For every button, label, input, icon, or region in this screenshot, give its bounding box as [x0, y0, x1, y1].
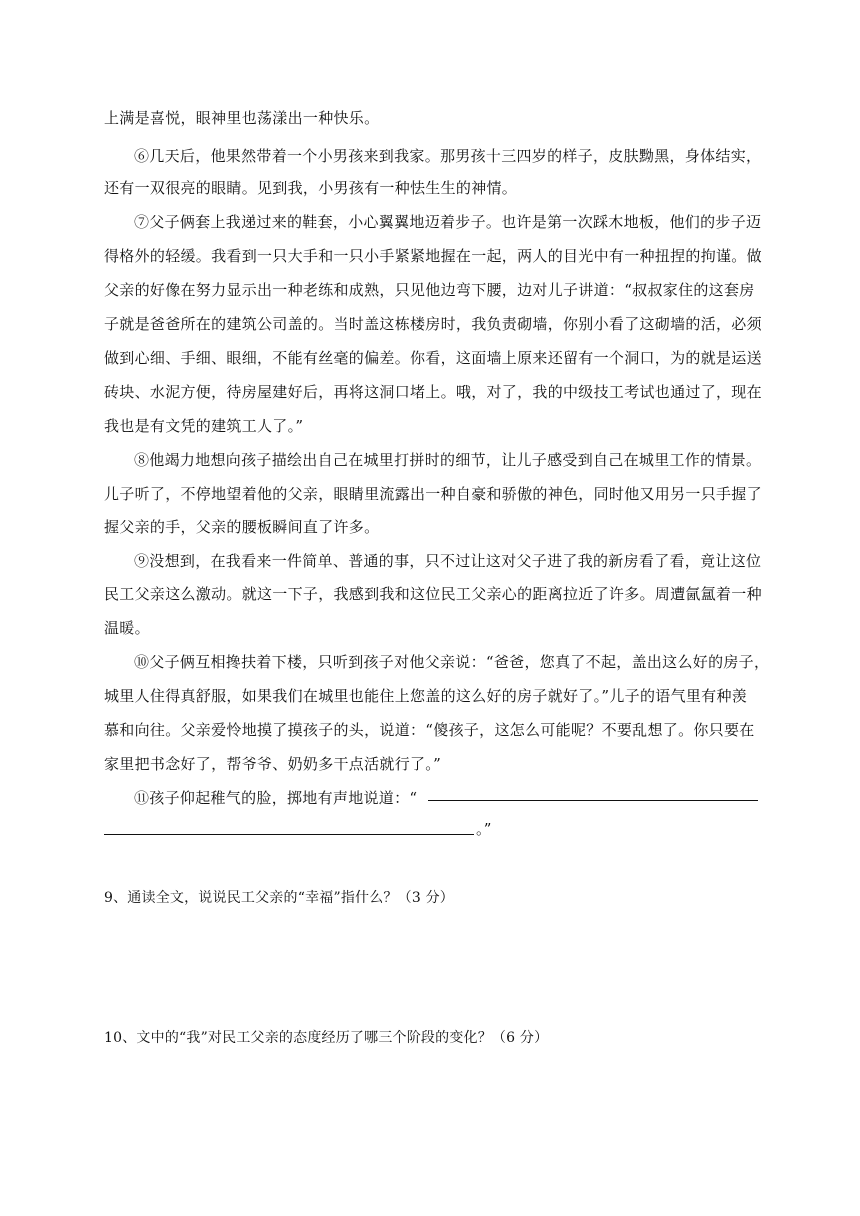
- passage-line: 子就是爸爸所在的建筑公司盖的。当时盖这栋楼房时，我负责砌墙，你别小看了这砌墙的活，必须: [104, 315, 762, 333]
- passage-line: ⑧他竭力地想向孩子描绘出自己在城里打拼时的细节，让儿子感受到自己在城里工作的情景。: [134, 451, 762, 469]
- passage-line: ⑪孩子仰起稚气的脸，掷地有声地说道：“: [134, 789, 418, 807]
- passage-line: ⑥几天后，他果然带着一个小男孩来到我家。那男孩十三四岁的样子，皮肤黝黑，身体结实，: [134, 147, 762, 165]
- passage-line: ⑩父子俩互相搀扶着下楼，只听到孩子对他父亲说：“爸爸，您真了不起，盖出这么好的房子，: [134, 653, 770, 671]
- passage-line: 还有一双很亮的眼睛。见到我，小男孩有一种怯生生的神情。: [104, 179, 518, 197]
- passage-line: ⑦父子俩套上我递过来的鞋套，小心翼翼地迈着步子。也许是第一次踩木地板，他们的步子迈: [134, 213, 762, 231]
- passage-line: 慕和向往。父亲爱怜地摸了摸孩子的头，说道：“傻孩子，这怎么可能呢？不要乱想了。你只要在: [104, 721, 755, 739]
- passage-line: 得格外的轻缓。我看到一只大手和一只小手紧紧地握在一起，两人的目光中有一种扭捏的拘谨。做: [104, 247, 762, 265]
- question-10: 10、文中的“我”对民工父亲的态度经历了哪三个阶段的变化？（6 分）: [104, 1030, 549, 1046]
- answer-blank-line[interactable]: [104, 834, 474, 835]
- passage-line: 民工父亲这么激动。就这一下子，我感到我和这位民工父亲心的距离拉近了许多。周遭氤氲着一种: [104, 585, 762, 603]
- passage-line: ⑨没想到，在我看来一件简单、普通的事，只不过让这对父子进了我的新房看了看，竟让这位: [134, 552, 762, 570]
- passage-line: 我也是有文凭的建筑工人了。”: [104, 417, 304, 435]
- passage-line: 家里把书念好了，帮爷爷、奶奶多干点活就行了。”: [104, 755, 442, 773]
- passage-line: 上满是喜悦，眼神里也荡漾出一种快乐。: [104, 109, 380, 127]
- answer-blank-line[interactable]: [428, 800, 758, 801]
- passage-line: 做到心细、手细、眼细，不能有丝毫的偏差。你看，这面墙上原来还留有一个洞口，为的就是运送: [104, 349, 762, 367]
- passage-line: 握父亲的手，父亲的腰板瞬间直了许多。: [104, 518, 380, 536]
- passage-line: 父亲的好像在努力显示出一种老练和成熟，只见他边弯下腰，边对儿子讲道：“叔叔家住的这套房: [104, 281, 755, 299]
- passage-line: 城里人住得真舒服，如果我们在城里也能住上您盖的这么好的房子就好了。”儿子的语气里有种羡: [104, 687, 748, 705]
- passage-line: 温暖。: [104, 619, 150, 637]
- passage-line: 。”: [476, 820, 492, 838]
- question-9: 9、通读全文，说说民工父亲的“幸福”指什么？（3 分）: [104, 890, 454, 906]
- passage-line: 儿子听了，不停地望着他的父亲，眼睛里流露出一种自豪和骄傲的神色，同时他又用另一只手握了: [104, 485, 762, 503]
- passage-line: 砖块、水泥方便，待房屋建好后，再将这洞口堵上。哦，对了，我的中级技工考试也通过了，现在: [104, 383, 762, 401]
